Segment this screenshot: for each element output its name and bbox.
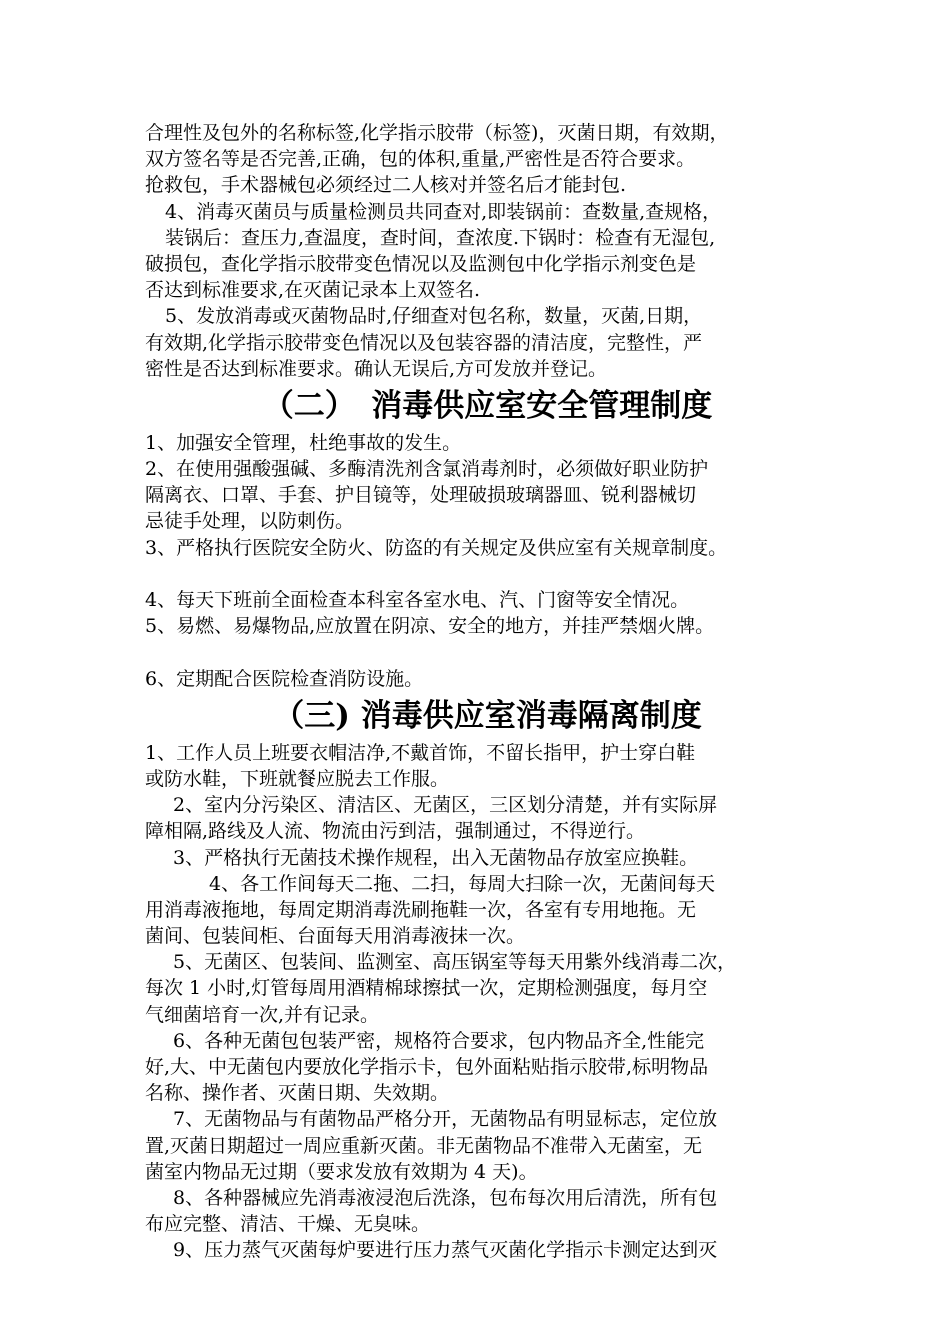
blank-line bbox=[145, 639, 830, 665]
paragraph-line: 3、严格执行医院安全防火、防盗的有关规定及供应室有关规章制度。 bbox=[145, 536, 728, 559]
section-2-body bbox=[145, 430, 830, 692]
paragraph-line: 4、消毒灭菌员与质量检测员共同查对,即装锅前：查数量,查规格， bbox=[165, 200, 722, 223]
paragraph-line: 布应完整、清洁、干燥、无臭味。 bbox=[145, 1213, 431, 1236]
paragraph-line: 忌徒手处理，以防刺伤。 bbox=[145, 510, 355, 533]
paragraph-line: 或防水鞋，下班就餐应脱去工作服。 bbox=[145, 767, 450, 790]
paragraph-line: 双方签名等是否完善,正确，包的体积,重量,严密性是否符合要求。 bbox=[145, 148, 696, 171]
paragraph-line: 好,大、中无菌包内要放化学指示卡，包外面粘贴指示胶带,标明物品 bbox=[145, 1056, 709, 1078]
paragraph-line: 4、各工作间每天二拖、二扫，每周大扫除一次，无菌间每天 bbox=[209, 872, 716, 895]
paragraph-line: 破损包，查化学指示胶带变色情况以及监测包中化学指示剂变色是 bbox=[145, 252, 697, 275]
paragraph-line: 气细菌培育一次,并有记录。 bbox=[145, 1003, 380, 1026]
section-2-heading: （二） 消毒供应室安全管理制度 bbox=[262, 387, 713, 424]
section-1-body bbox=[145, 120, 830, 382]
paragraph-line: 障相隔,路线及人流、物流由污到洁，强制通过，不得逆行。 bbox=[145, 820, 646, 843]
paragraph-line: 8、各种器械应先消毒液浸泡后洗涤，包布每次用后清洗，所有包 bbox=[173, 1186, 718, 1209]
paragraph-line: 4、每天下班前全面检查本科室各室水电、汽、门窗等安全情况。 bbox=[145, 589, 690, 611]
paragraph-line: 5、无菌区、包装间、监测室、高压锅室等每天用紫外线消毒二次， bbox=[173, 951, 737, 974]
paragraph-line: 1、工作人员上班要衣帽洁净,不戴首饰，不留长指甲，护士穿白鞋 bbox=[145, 741, 696, 764]
paragraph-line: 9、压力蒸气灭菌每炉要进行压力蒸气灭菌化学指示卡测定达到灭 bbox=[173, 1239, 718, 1262]
section-3-heading: （三) 消毒供应室消毒隔离制度 bbox=[273, 697, 702, 734]
paragraph-line: 用消毒液拖地，每周定期消毒洗刷拖鞋一次，各室有专用地拖。无 bbox=[145, 898, 697, 921]
paragraph-line: 5、发放消毒或灭菌物品时,仔细查对包名称，数量，灭菌,日期， bbox=[165, 305, 703, 328]
paragraph-line: 6、定期配合医院检查消防设施。 bbox=[145, 667, 424, 690]
paragraph-line: 6、各种无菌包包装严密，规格符合要求，包内物品齐全,性能完 bbox=[173, 1029, 705, 1052]
paragraph-line: 否达到标准要求,在灭菌记录本上双签名. bbox=[145, 279, 481, 302]
paragraph-line: 2、在使用强酸强碱、多酶清洗剂含氯消毒剂时，必须做好职业防护 bbox=[145, 458, 709, 481]
paragraph-line: 置,灭菌日期超过一周应重新灭菌。非无菌物品不准带入无菌室，无 bbox=[145, 1134, 703, 1157]
blank-line bbox=[145, 561, 830, 587]
paragraph-line: 有效期,化学指示胶带变色情况以及包装容器的清洁度，完整性，严 bbox=[145, 331, 703, 354]
paragraph-line: 隔离衣、口罩、手套、护目镜等，处理破损玻璃器皿、锐利器械切 bbox=[145, 484, 697, 507]
paragraph-line: 1、加强安全管理，杜绝事故的发生。 bbox=[145, 431, 462, 454]
paragraph-line: 菌室内物品无过期（要求发放有效期为 4 天)。 bbox=[145, 1160, 538, 1183]
paragraph-line: 密性是否达到标准要求。确认无误后,方可发放并登记。 bbox=[145, 357, 608, 380]
paragraph-line: 合理性及包外的名称标签,化学指示胶带（标签)，灭菌日期，有效期， bbox=[145, 122, 729, 144]
paragraph-line: 7、无菌物品与有菌物品严格分开，无菌物品有明显标志，定位放 bbox=[173, 1108, 718, 1131]
paragraph-line: 每次 1 小时,灯管每周用酒精棉球擦拭一次，定期检测强度，每月空 bbox=[145, 977, 708, 1000]
paragraph-line: 名称、操作者、灭菌日期、失效期。 bbox=[145, 1082, 450, 1105]
paragraph-line: 3、严格执行无菌技术操作规程，出入无菌物品存放室应换鞋。 bbox=[173, 846, 699, 869]
document-page bbox=[145, 120, 830, 1264]
section-3-body bbox=[145, 740, 830, 1264]
paragraph-line: 菌间、包装间柜、台面每天用消毒液抹一次。 bbox=[145, 925, 526, 948]
paragraph-line: 5、易燃、易爆物品,应放置在阴凉、安全的地方，并挂严禁烟火牌。 bbox=[145, 615, 715, 638]
paragraph-line: 抢救包，手术器械包必须经过二人核对并签名后才能封包. bbox=[145, 174, 627, 197]
paragraph-line: 装锅后：查压力,查温度，查时间，查浓度.下锅时：检查有无湿包, bbox=[165, 226, 716, 249]
paragraph-line: 2、室内分污染区、清洁区、无菌区，三区划分清楚，并有实际屏 bbox=[173, 794, 718, 817]
